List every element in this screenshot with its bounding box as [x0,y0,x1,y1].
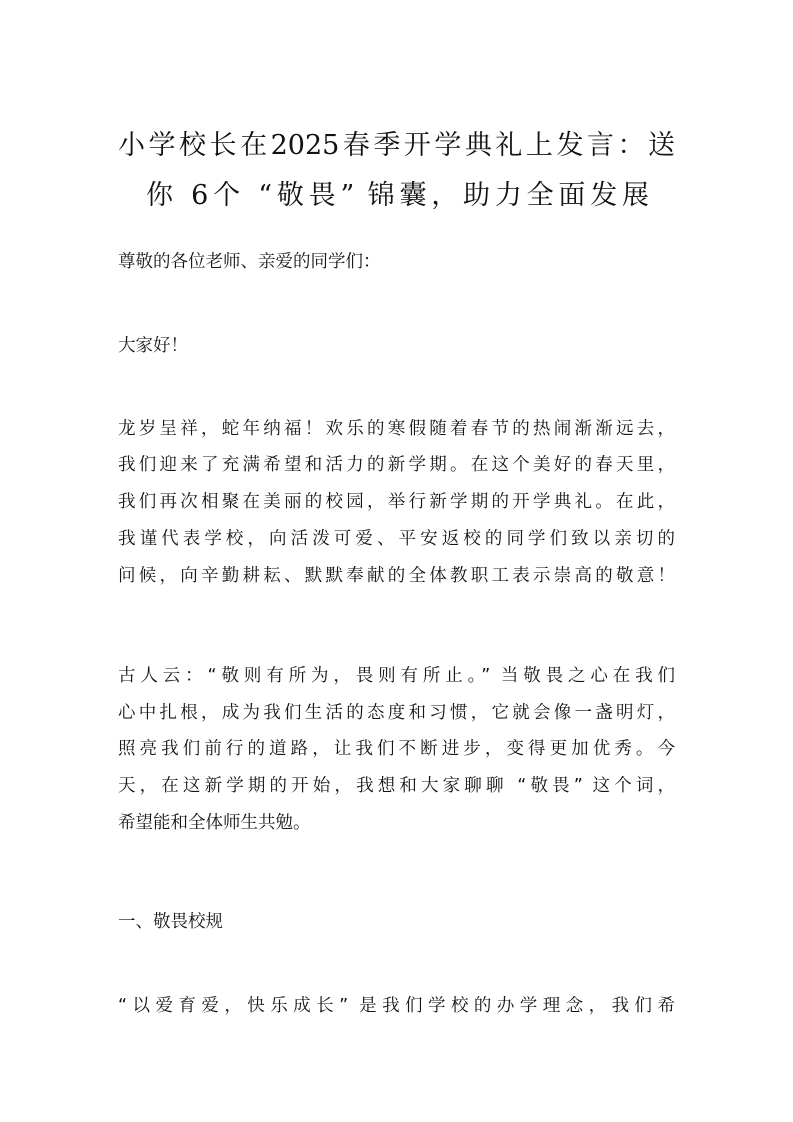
paragraph-2-line-1: 古人云：“敬则有所为，畏则有所止。” 当敬畏之心在我们 [118,666,675,686]
paragraph-1-line-5: 问候，向辛勤耕耘、默默奉献的全体教职工表示崇高的敬意！ [118,566,675,586]
paragraph-1-line-1: 龙岁呈祥，蛇年纳福！欢乐的寒假随着春节的热闹渐渐远去， [118,419,675,439]
salutation: 尊敬的各位老师、亲爱的同学们： [118,252,381,272]
greeting: 大家好！ [118,336,188,356]
paragraph-1-line-2: 我们迎来了充满希望和活力的新学期。在这个美好的春天里， [118,455,675,475]
paragraph-2-line-2: 心中扎根，成为我们生活的态度和习惯，它就会像一盏明灯， [118,703,675,723]
document-title-line-2: 你 6个 “敬畏” 锦囊，助力全面发展 [146,180,649,211]
paragraph-2-line-3: 照亮我们前行的道路，让我们不断进步，变得更加优秀。今 [118,739,675,759]
document-title-line-1: 小学校长在2025春季开学典礼上发言：送 [118,130,675,161]
paragraph-1-line-4: 我谨代表学校，向活泼可爱、平安返校的同学们致以亲切的 [118,529,675,549]
paragraph-2-line-4: 天，在这新学期的开始，我想和大家聊聊 “敬畏” 这个词， [118,776,675,796]
paragraph-1-line-3: 我们再次相聚在美丽的校园，举行新学期的开学典礼。在此， [118,492,675,512]
paragraph-3-line-1: “以爱育爱，快乐成长” 是我们学校的办学理念，我们希 [118,996,675,1016]
paragraph-2-line-5: 希望能和全体师生共勉。 [118,813,311,833]
section-1-heading: 一、敬畏校规 [118,912,223,932]
